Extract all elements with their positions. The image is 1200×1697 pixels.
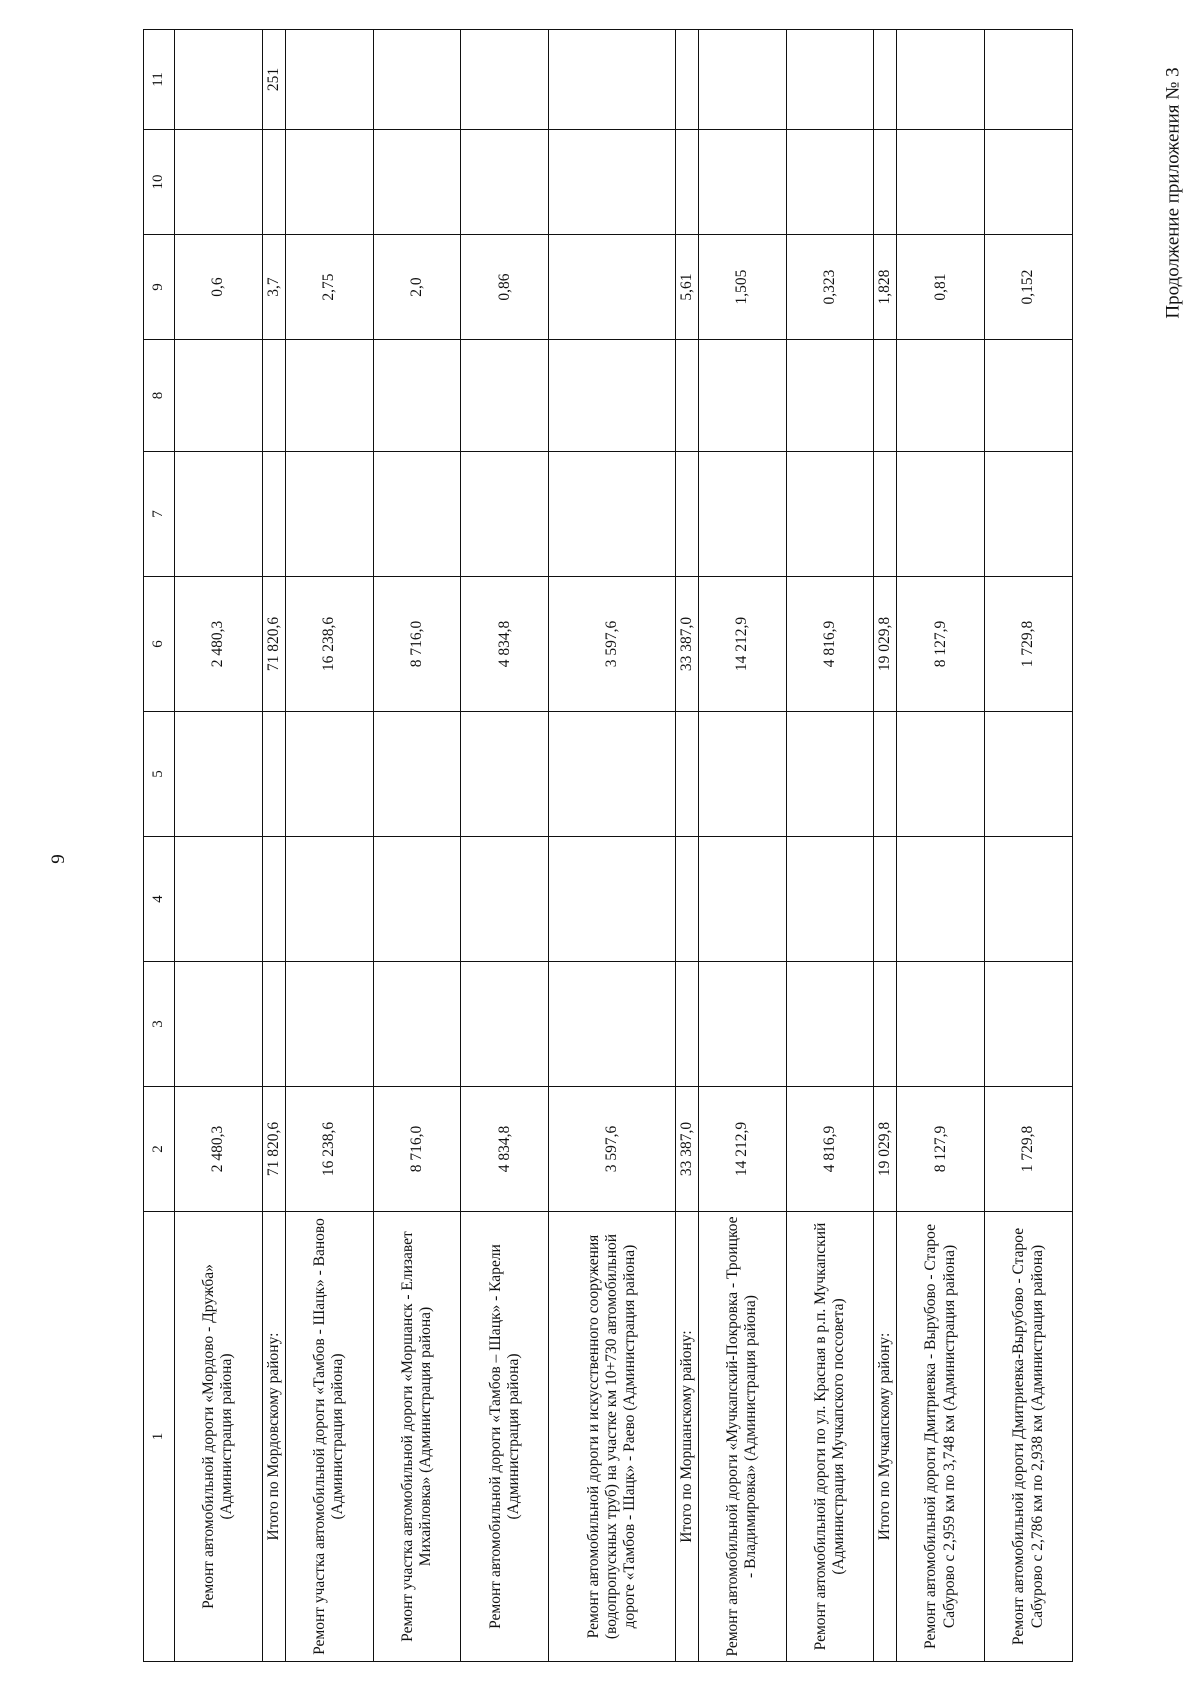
cell-col-5 xyxy=(786,712,874,837)
table-container xyxy=(143,30,1073,1662)
object-name: Ремонт автомобильной дороги «Тамбов – Шацк» - Карели (Администрация района) xyxy=(461,1212,549,1662)
cell-col-8 xyxy=(549,340,675,452)
table-row xyxy=(461,30,549,1662)
column-header: 11 xyxy=(144,30,175,130)
cell-col-10 xyxy=(549,130,675,235)
cell-col-2: 4 816,9 xyxy=(786,1087,874,1212)
table-row xyxy=(175,30,263,1662)
cell-col-7 xyxy=(698,452,786,577)
district-total-row xyxy=(675,30,698,1662)
cell-col-7 xyxy=(897,452,985,577)
cell-col-10 xyxy=(461,130,549,235)
table-row xyxy=(549,30,675,1662)
cell-col-6: 3 597,6 xyxy=(549,577,675,712)
cell-col-9: 5,61 xyxy=(675,235,698,340)
cell-col-8 xyxy=(175,340,263,452)
cell-col-3 xyxy=(262,962,285,1087)
cell-col-6: 8 716,0 xyxy=(373,577,461,712)
cell-col-6: 8 127,9 xyxy=(897,577,985,712)
cell-col-2: 19 029,8 xyxy=(874,1087,897,1212)
cell-col-2: 14 212,9 xyxy=(698,1087,786,1212)
cell-col-11 xyxy=(985,30,1073,130)
cell-col-4 xyxy=(461,837,549,962)
cell-col-11 xyxy=(786,30,874,130)
cell-col-11 xyxy=(461,30,549,130)
cell-col-4 xyxy=(285,837,373,962)
cell-col-9: 0,6 xyxy=(175,235,263,340)
cell-col-4 xyxy=(373,837,461,962)
cell-col-11 xyxy=(675,30,698,130)
cell-col-4 xyxy=(985,837,1073,962)
cell-col-5 xyxy=(698,712,786,837)
cell-col-11 xyxy=(698,30,786,130)
cell-col-5 xyxy=(175,712,263,837)
total-label: Итого по Моршанскому району: xyxy=(675,1212,698,1662)
cell-col-2: 8 127,9 xyxy=(897,1087,985,1212)
cell-col-9: 3,7 xyxy=(262,235,285,340)
cell-col-9: 2,0 xyxy=(373,235,461,340)
cell-col-3 xyxy=(461,962,549,1087)
object-name: Ремонт автомобильной дороги «Мордово - Дружба» (Администрация района) xyxy=(175,1212,263,1662)
column-header: 4 xyxy=(144,837,175,962)
column-header: 8 xyxy=(144,340,175,452)
cell-col-2: 2 480,3 xyxy=(175,1087,263,1212)
cell-col-3 xyxy=(897,962,985,1087)
district-total-row xyxy=(874,30,897,1662)
cell-col-10 xyxy=(985,130,1073,235)
cell-col-5 xyxy=(262,712,285,837)
cell-col-6: 4 816,9 xyxy=(786,577,874,712)
cell-col-3 xyxy=(985,962,1073,1087)
cell-col-7 xyxy=(874,452,897,577)
cell-col-8 xyxy=(675,340,698,452)
cell-col-9: 1,505 xyxy=(698,235,786,340)
cell-col-2: 4 834,8 xyxy=(461,1087,549,1212)
cell-col-10 xyxy=(786,130,874,235)
total-label: Итого по Мордовскому району: xyxy=(262,1212,285,1662)
cell-col-8 xyxy=(897,340,985,452)
cell-col-7 xyxy=(262,452,285,577)
cell-col-11 xyxy=(897,30,985,130)
cell-col-11: 251 xyxy=(262,30,285,130)
cell-col-8 xyxy=(874,340,897,452)
cell-col-6: 19 029,8 xyxy=(874,577,897,712)
cell-col-6: 14 212,9 xyxy=(698,577,786,712)
cell-col-4 xyxy=(786,837,874,962)
cell-col-7 xyxy=(786,452,874,577)
cell-col-7 xyxy=(549,452,675,577)
table-body xyxy=(144,30,1073,1662)
cell-col-4 xyxy=(698,837,786,962)
cell-col-11 xyxy=(175,30,263,130)
cell-col-3 xyxy=(373,962,461,1087)
cell-col-10 xyxy=(285,130,373,235)
cell-col-4 xyxy=(175,837,263,962)
cell-col-7 xyxy=(461,452,549,577)
cell-col-10 xyxy=(675,130,698,235)
cell-col-8 xyxy=(262,340,285,452)
cell-col-10 xyxy=(175,130,263,235)
column-header: 1 xyxy=(144,1212,175,1662)
cell-col-11 xyxy=(285,30,373,130)
cell-col-3 xyxy=(175,962,263,1087)
cell-col-7 xyxy=(285,452,373,577)
cell-col-6: 71 820,6 xyxy=(262,577,285,712)
cell-col-6: 2 480,3 xyxy=(175,577,263,712)
cell-col-8 xyxy=(786,340,874,452)
object-name: Ремонт автомобильной дороги по ул. Красная в р.п. Мучкапский (Администрация Мучкапского поссовета) xyxy=(786,1212,874,1662)
cell-col-2: 33 387,0 xyxy=(675,1087,698,1212)
cell-col-5 xyxy=(549,712,675,837)
table-row xyxy=(373,30,461,1662)
cell-col-4 xyxy=(675,837,698,962)
column-header: 10 xyxy=(144,130,175,235)
cell-col-9 xyxy=(549,235,675,340)
cell-col-2: 3 597,6 xyxy=(549,1087,675,1212)
cell-col-9: 0,86 xyxy=(461,235,549,340)
cell-col-11 xyxy=(874,30,897,130)
cell-col-11 xyxy=(549,30,675,130)
cell-col-8 xyxy=(698,340,786,452)
cell-col-10 xyxy=(897,130,985,235)
object-name: Ремонт автомобильной дороги «Мучкапский-Покровка - Троицкое - Владимировка» (Администрация района) xyxy=(698,1212,786,1662)
table-row xyxy=(698,30,786,1662)
cell-col-8 xyxy=(373,340,461,452)
cell-col-10 xyxy=(698,130,786,235)
cell-col-11 xyxy=(373,30,461,130)
cell-col-3 xyxy=(549,962,675,1087)
cell-col-7 xyxy=(175,452,263,577)
cell-col-3 xyxy=(874,962,897,1087)
cell-col-10 xyxy=(373,130,461,235)
cell-col-3 xyxy=(786,962,874,1087)
object-name: Ремонт автомобильной дороги Дмитриевка - Вырубово - Старое Сабурово с 2,959 км по 3,748 км (Администрация района) xyxy=(897,1212,985,1662)
cell-col-7 xyxy=(373,452,461,577)
cell-col-9: 0,152 xyxy=(985,235,1073,340)
object-name: Ремонт автомобильной дороги и искусственного сооружения (водопропускных труб) на участке км 10+730 автомобильной дороге «Тамбов - Шацк» - Раево (Администрация района) xyxy=(549,1212,675,1662)
cell-col-6: 16 238,6 xyxy=(285,577,373,712)
table-row xyxy=(285,30,373,1662)
cell-col-9: 2,75 xyxy=(285,235,373,340)
cell-col-2: 16 238,6 xyxy=(285,1087,373,1212)
cell-col-9: 0,323 xyxy=(786,235,874,340)
column-number-row xyxy=(144,30,175,1662)
appendix-title: Продолжение приложения № 3 xyxy=(1162,67,1184,319)
table-row xyxy=(985,30,1073,1662)
cell-col-6: 1 729,8 xyxy=(985,577,1073,712)
cell-col-10 xyxy=(262,130,285,235)
column-header: 5 xyxy=(144,712,175,837)
column-header: 7 xyxy=(144,452,175,577)
cell-col-7 xyxy=(985,452,1073,577)
cell-col-10 xyxy=(874,130,897,235)
cell-col-5 xyxy=(285,712,373,837)
cell-col-5 xyxy=(897,712,985,837)
column-header: 6 xyxy=(144,577,175,712)
cell-col-4 xyxy=(549,837,675,962)
table-row xyxy=(897,30,985,1662)
cell-col-4 xyxy=(262,837,285,962)
cell-col-4 xyxy=(874,837,897,962)
cell-col-6: 4 834,8 xyxy=(461,577,549,712)
cell-col-4 xyxy=(897,837,985,962)
cell-col-5 xyxy=(985,712,1073,837)
cell-col-3 xyxy=(698,962,786,1087)
column-header: 2 xyxy=(144,1087,175,1212)
cell-col-9: 0,81 xyxy=(897,235,985,340)
total-label: Итого по Мучкапскому району: xyxy=(874,1212,897,1662)
cell-col-7 xyxy=(675,452,698,577)
cell-col-3 xyxy=(285,962,373,1087)
cell-col-5 xyxy=(874,712,897,837)
road-repair-table xyxy=(143,29,1073,1662)
cell-col-9: 1,828 xyxy=(874,235,897,340)
column-header: 3 xyxy=(144,962,175,1087)
cell-col-3 xyxy=(675,962,698,1087)
object-name: Ремонт участка автомобильной дороги «Моршанск - Елизавет Михайловка» (Администрация района) xyxy=(373,1212,461,1662)
cell-col-8 xyxy=(461,340,549,452)
district-total-row xyxy=(262,30,285,1662)
page-number: 9 xyxy=(47,854,69,864)
object-name: Ремонт автомобильной дороги Дмитриевка-Вырубово - Старое Сабурово с 2,786 км по 2,938 км (Администрация района) xyxy=(985,1212,1073,1662)
cell-col-2: 1 729,8 xyxy=(985,1087,1073,1212)
cell-col-5 xyxy=(461,712,549,837)
cell-col-8 xyxy=(285,340,373,452)
object-name: Ремонт участка автомобильной дороги «Тамбов - Шацк» - Ваново (Администрация района) xyxy=(285,1212,373,1662)
cell-col-2: 71 820,6 xyxy=(262,1087,285,1212)
table-row xyxy=(786,30,874,1662)
cell-col-8 xyxy=(985,340,1073,452)
cell-col-6: 33 387,0 xyxy=(675,577,698,712)
column-header: 9 xyxy=(144,235,175,340)
cell-col-2: 8 716,0 xyxy=(373,1087,461,1212)
cell-col-5 xyxy=(675,712,698,837)
cell-col-5 xyxy=(373,712,461,837)
